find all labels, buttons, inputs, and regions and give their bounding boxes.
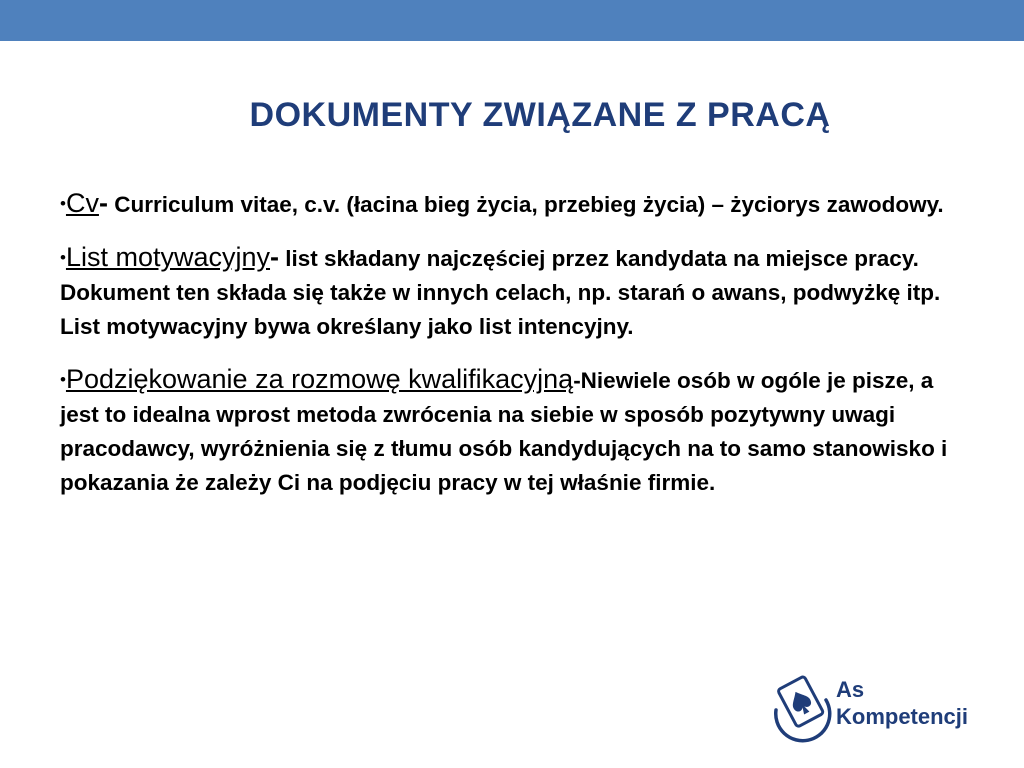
spade-card-icon bbox=[768, 672, 832, 744]
slide-title: DOKUMENTY ZWIĄZANE Z PRACĄ bbox=[249, 96, 831, 134]
bullet-item-podziekowanie bbox=[60, 362, 970, 500]
bullet-marker: • bbox=[60, 370, 66, 389]
term-cv: Cv bbox=[65, 188, 99, 218]
logo-text bbox=[836, 676, 968, 730]
term-list-motywacyjny: List motywacyjny bbox=[65, 242, 271, 272]
logo-as-kompetencji bbox=[768, 672, 998, 744]
logo-line-1: As bbox=[836, 677, 865, 702]
term-dash: - bbox=[270, 242, 280, 272]
bullet-marker: • bbox=[60, 248, 66, 267]
bullet-item-cv bbox=[60, 186, 970, 222]
bullet-marker: • bbox=[60, 194, 66, 213]
top-bar bbox=[0, 0, 1024, 41]
item-text: Curriculum vitae, c.v. (łacina bieg życia, przebieg życia) – życiorys zawodowy. bbox=[107, 192, 944, 217]
bullet-item-list-motywacyjny bbox=[60, 240, 970, 344]
term-dash: - bbox=[98, 188, 108, 218]
term-podziekowanie: Podziękowanie za rozmowę kwalifikacyjną bbox=[65, 364, 574, 394]
item-text: list składany najczęściej przez kandydata na miejsce pracy. Dokument ten składa się także w innych celach, np. starań o awans, podwyżkę itp. List motywacyjny bywa określany jako list intencyjny. bbox=[60, 246, 941, 339]
item-text: -Niewiele osób w ogóle je pisze, a jest to idealna wprost metoda zwrócenia na siebie w sposób pozytywny uwagi pracodawcy, wyróżnienia się z tłumu osób kandydujących na to samo stanowisko i pokazania że zależy Ci na podjęciu pracy w tej właśnie firmie. bbox=[60, 368, 948, 495]
logo-line-2: Kompetencji bbox=[836, 704, 969, 729]
slide-content bbox=[60, 186, 970, 518]
